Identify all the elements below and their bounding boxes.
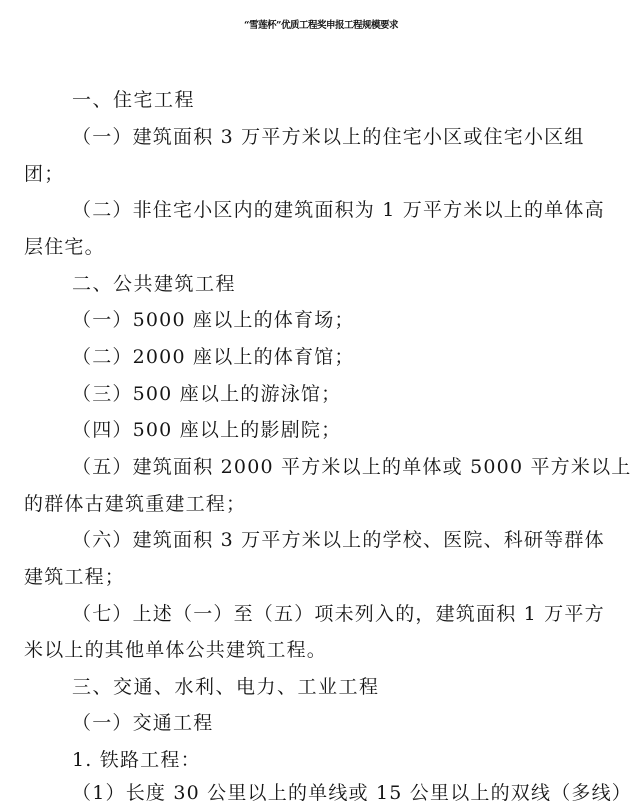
paragraph-line: （七）上述（一）至（五）项未列入的，建筑面积 1 万平方 xyxy=(72,603,605,625)
paragraph-line: （一）建筑面积 3 万平方米以上的住宅小区或住宅小区组 xyxy=(72,126,585,148)
paragraph-line: （二）2000 座以上的体育馆； xyxy=(72,346,355,368)
paragraph-line: 建筑工程； xyxy=(24,566,126,588)
paragraph-line: （五）建筑面积 2000 平方米以上的单体或 5000 平方米以上 xyxy=(72,456,632,478)
paragraph-line: （1）长度 30 公里以上的单线或 15 公里以上的双线（多线） xyxy=(72,782,633,804)
document-title: “雪莲杯”优质工程奖申报工程规模要求 xyxy=(244,20,398,31)
paragraph-line: （三）500 座以上的游泳馆； xyxy=(72,383,342,405)
section-heading-public-building: 二、公共建筑工程 xyxy=(72,273,237,295)
paragraph-line: 米以上的其他单体公共建筑工程。 xyxy=(24,639,328,661)
section-heading-infrastructure: 三、交通、水利、电力、工业工程 xyxy=(72,676,380,698)
paragraph-line: （二）非住宅小区内的建筑面积为 1 万平方米以上的单体高 xyxy=(72,199,605,221)
paragraph-line: 层住宅。 xyxy=(24,236,105,258)
paragraph-line: （六）建筑面积 3 万平方米以上的学校、医院、科研等群体 xyxy=(72,529,605,551)
section-heading-residential: 一、住宅工程 xyxy=(72,89,196,111)
paragraph-line: 团； xyxy=(24,163,65,185)
paragraph-line: （四）500 座以上的影剧院； xyxy=(72,419,342,441)
paragraph-line: （一）5000 座以上的体育场； xyxy=(72,309,355,331)
paragraph-line: 1. 铁路工程： xyxy=(72,749,201,771)
paragraph-line: 的群体古建筑重建工程； xyxy=(24,493,247,515)
paragraph-line: （一）交通工程 xyxy=(72,712,214,734)
